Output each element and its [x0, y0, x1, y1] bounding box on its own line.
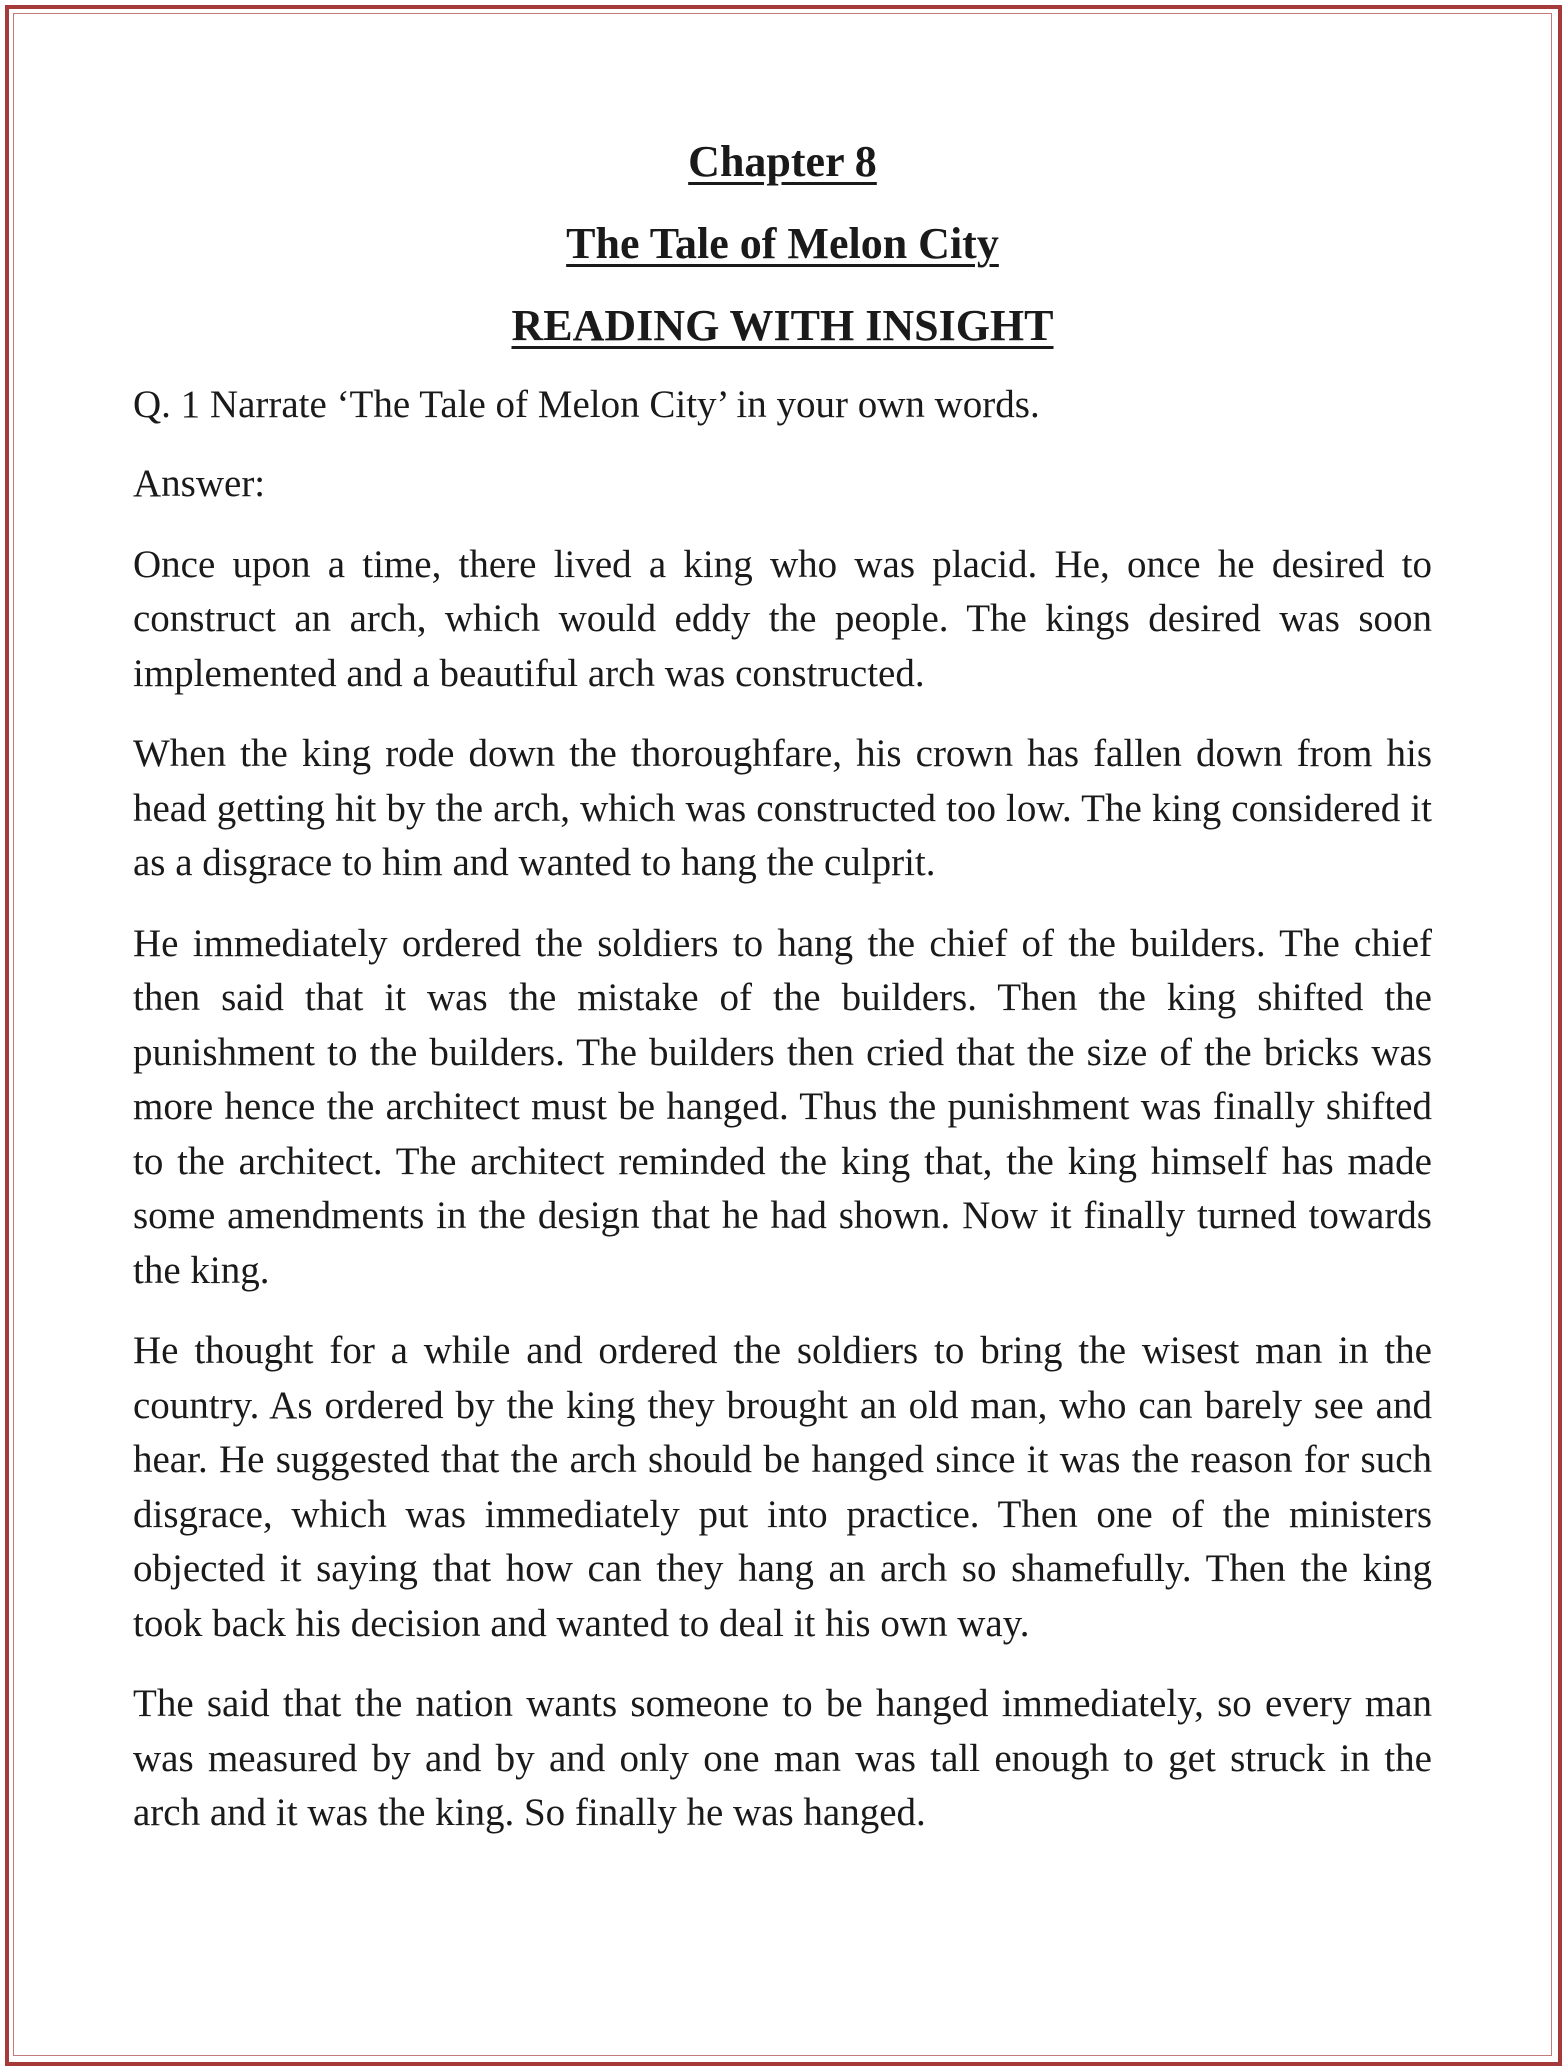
answer-paragraph: When the king rode down the thoroughfare, his crown has fallen down from his head getting hit by the arch, which was constructed too low. The king considered it as a disgrace to him and wanted to hang the culprit. — [133, 732, 1432, 885]
answer-paragraph: He thought for a while and ordered the soldiers to bring the wisest man in the country. As ordered by the king they brought an old man, who can barely see and hear. He suggested that the arch should be hanged since it was the reason for such disgrace, which was immediately put into practice. Then one of the ministers objected it saying that how can they hang an arch so shamefully. Then the king took back his decision and wanted to deal it his own way. — [133, 1329, 1432, 1645]
section-heading: READING WITH INSIGHT — [511, 301, 1054, 350]
answer-paragraph: The said that the nation wants someone to be hanged immediately, so every man was measured by and by and only one man was tall enough to get struck in the arch and it was the king. So finally he was hanged. — [133, 1682, 1432, 1835]
document-content — [133, 132, 1432, 1841]
question-text: Q. 1 Narrate ‘The Tale of Melon City’ in your own words. — [133, 383, 1040, 426]
chapter-heading: Chapter 8 — [688, 137, 877, 186]
chapter-title: The Tale of Melon City — [566, 219, 999, 268]
answer-label: Answer: — [133, 461, 266, 505]
answer-paragraph: He immediately ordered the soldiers to hang the chief of the builders. The chief then said that it was the mistake of the builders. Then the king shifted the punishment to the builders. The builders then cried that the size of the bricks was more hence the architect must be hanged. Thus the punishment was finally shifted to the architect. The architect reminded the king that, the king himself has made some amendments in the design that he had shown. Now it finally turned towards the king. — [133, 921, 1432, 1292]
answer-paragraph: Once upon a time, there lived a king who was placid. He, once he desired to construct an arch, which would eddy the people. The kings desired was soon implemented and a beautiful arch was constructed. — [133, 542, 1432, 695]
